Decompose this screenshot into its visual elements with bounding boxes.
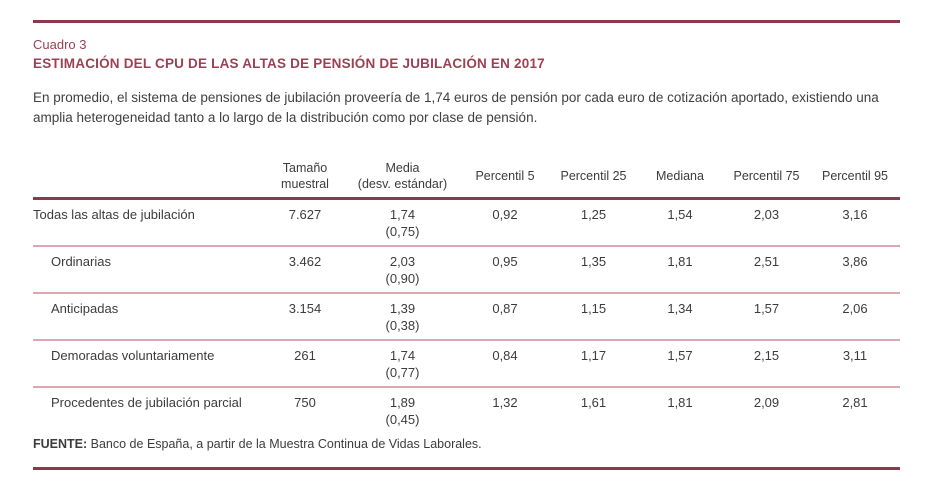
cell-mediana: 1,57 (637, 340, 723, 387)
source-label: FUENTE: (33, 437, 88, 451)
table-row-ordinarias (33, 246, 900, 293)
cell-p5: 0,92 (492, 207, 518, 222)
cell-p95: 2,81 (810, 387, 900, 433)
cell-p25: 1,15 (550, 293, 637, 340)
cell-mediana: 1,81 (637, 387, 723, 433)
cell-tamano: 3.154 (265, 293, 345, 340)
bottom-rule (33, 467, 900, 470)
cell-media-sd: 1,39 (0,38) (345, 293, 460, 340)
cell-p95: 3,11 (810, 340, 900, 387)
col-header-percentil-25: Percentil 25 (550, 155, 637, 199)
col-header-empty (33, 155, 265, 199)
top-rule (33, 20, 900, 23)
table-header-row (33, 155, 900, 199)
table-row-procedentes (33, 387, 900, 433)
cpu-estimates-table (33, 155, 900, 433)
cell-p75: 2,09 (723, 387, 810, 433)
table-row-todas-las-altas (33, 199, 900, 247)
cell-p95: 2,06 (810, 293, 900, 340)
cell-p95: 3,16 (842, 207, 868, 222)
cell-p75: 2,15 (723, 340, 810, 387)
row-label: Demoradas voluntariamente (33, 340, 265, 387)
cell-tamano: 7.627 (288, 207, 322, 222)
table-row-anticipadas (33, 293, 900, 340)
row-label: Todas las altas de jubilación (33, 207, 195, 222)
page-title: ESTIMACIÓN DEL CPU DE LAS ALTAS DE PENSIÓN DE JUBILACIÓN EN 2017 (33, 56, 545, 71)
col-header-percentil-75: Percentil 75 (723, 155, 810, 199)
cell-mediana: 1,54 (667, 207, 693, 222)
cell-p25: 1,25 (580, 207, 607, 222)
col-header-percentil-95: Percentil 95 (810, 155, 900, 199)
col-header-mediana: Mediana (637, 155, 723, 199)
col-header-tamano-muestral: Tamaño muestral (265, 155, 345, 199)
row-label: Ordinarias (33, 246, 265, 293)
cell-mediana: 1,34 (637, 293, 723, 340)
cell-p5: 0,95 (460, 246, 550, 293)
summary-text: En promedio, el sistema de pensiones de jubilación proveería de 1,74 euros de pensión por cada euro de cotización aportado, existiendo una amplia heterogeneidad tanto a lo largo de la distribución como por clase de pensión. (33, 90, 879, 125)
cell-p5: 0,84 (460, 340, 550, 387)
source-text: Banco de España, a partir de la Muestra Continua de Vidas Laborales. (87, 437, 482, 451)
cell-p25: 1,35 (550, 246, 637, 293)
col-header-percentil-5: Percentil 5 (460, 155, 550, 199)
cell-p95: 3,86 (810, 246, 900, 293)
cell-media-sd: 1,74 (0,75) (385, 207, 420, 239)
cell-p75: 2,51 (723, 246, 810, 293)
cell-tamano: 750 (265, 387, 345, 433)
row-label: Procedentes de jubilación parcial (33, 387, 265, 433)
cell-p5: 1,32 (460, 387, 550, 433)
cell-p75: 1,57 (723, 293, 810, 340)
cell-p5: 0,87 (460, 293, 550, 340)
cell-p25: 1,17 (550, 340, 637, 387)
col-header-media: Media (desv. estándar) (345, 155, 460, 199)
table-kicker: Cuadro 3 (33, 37, 87, 52)
row-label: Anticipadas (33, 293, 265, 340)
source-note (33, 437, 482, 452)
cell-media-sd: 1,74 (0,77) (345, 340, 460, 387)
cell-mediana: 1,81 (637, 246, 723, 293)
cell-p75: 2,03 (753, 207, 780, 222)
table-row-demoradas (33, 340, 900, 387)
cell-media-sd: 1,89 (0,45) (345, 387, 460, 433)
cell-tamano: 3.462 (265, 246, 345, 293)
cell-media-sd: 2,03 (0,90) (345, 246, 460, 293)
cell-p25: 1,61 (550, 387, 637, 433)
cell-tamano: 261 (265, 340, 345, 387)
